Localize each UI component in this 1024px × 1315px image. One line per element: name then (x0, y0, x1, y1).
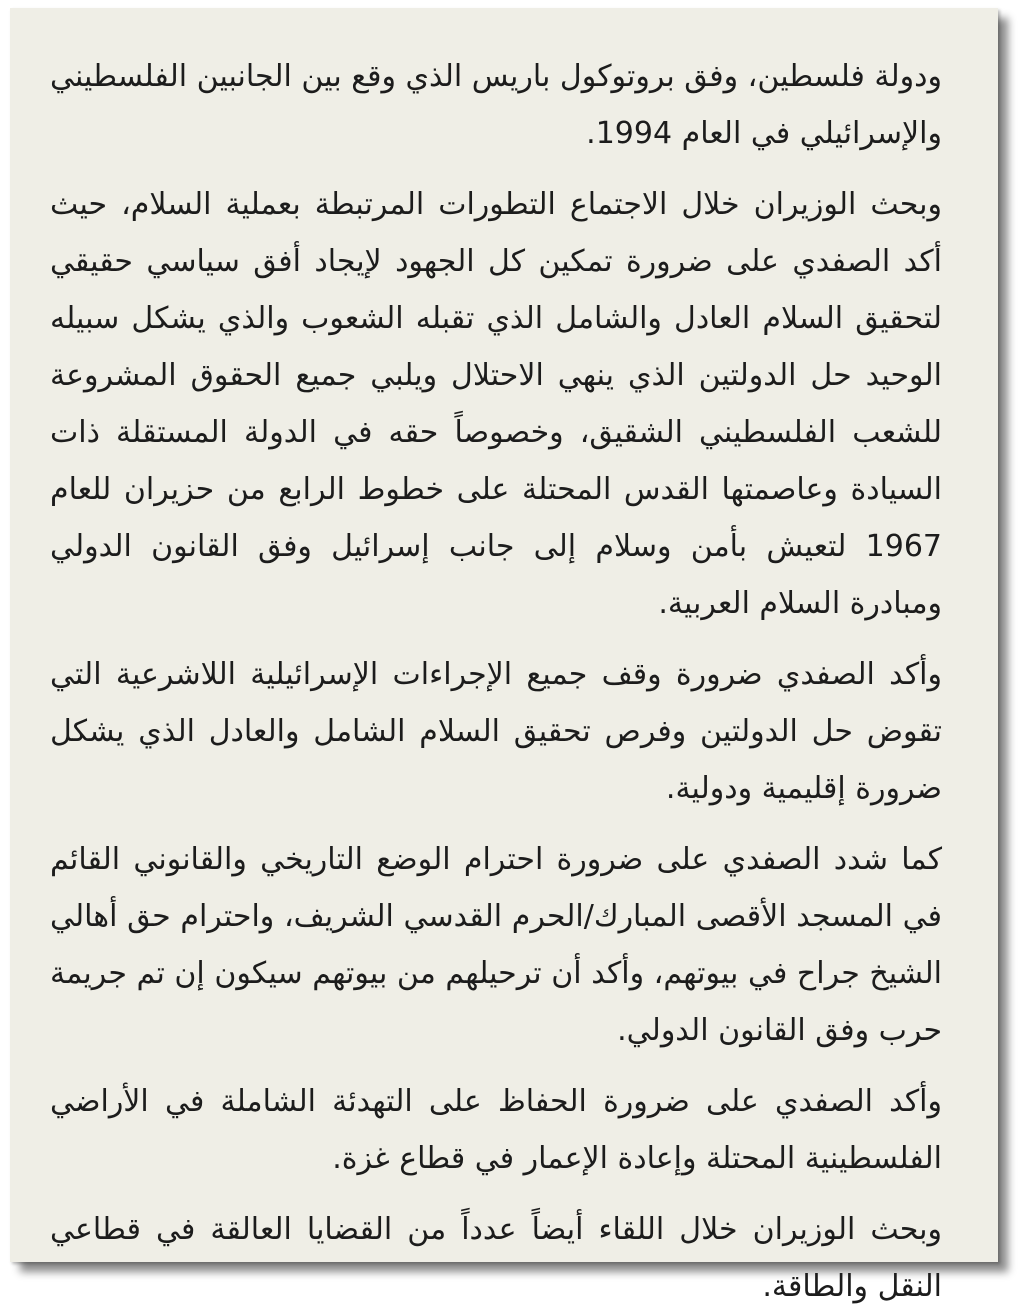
article-body (50, 48, 942, 1315)
paragraph-4: كما شدد الصفدي على ضرورة احترام الوضع التاريخي والقانوني القائم في المسجد الأقصى المبارك/الحرم القدسي الشريف، واحترام حق أهالي الشيخ جراح في بيوتهم، وأكد أن ترحيلهم من بيوتهم سيكون إن تم جريمة حرب وفق القانون الدولي. (50, 842, 942, 1048)
paragraph-6: وبحث الوزيران خلال اللقاء أيضاً عدداً من القضايا العالقة في قطاعي النقل والطاقة. (50, 1212, 942, 1304)
document-page (10, 8, 998, 1304)
paragraph-2: وبحث الوزيران خلال الاجتماع التطورات المرتبطة بعملية السلام، حيث أكد الصفدي على ضرورة تمكين كل الجهود لإيجاد أفق سياسي حقيقي لتحقيق السلام العادل والشامل الذي تقبله الشعوب والذي يشكل سبيله الوحيد حل الدولتين الذي ينهي الاحتلال ويلبي جميع الحقوق المشروعة للشعب الفلسطيني الشقيق، وخصوصاً حقه في الدولة المستقلة ذات السيادة وعاصمتها القدس المحتلة على خطوط الرابع من حزيران للعام 1967 لتعيش بأمن وسلام إلى جانب إسرائيل وفق القانون الدولي ومبادرة السلام العربية. (50, 187, 942, 621)
paragraph-5: وأكد الصفدي على ضرورة الحفاظ على التهدئة الشاملة في الأراضي الفلسطينية المحتلة وإعادة الإعمار في قطاع غزة. (50, 1084, 942, 1176)
paragraph-3: وأكد الصفدي ضرورة وقف جميع الإجراءات الإسرائيلية اللاشرعية التي تقوض حل الدولتين وفرص تحقيق السلام الشامل والعادل الذي يشكل ضرورة إقليمية ودولية. (50, 657, 942, 806)
paragraph-1: ودولة فلسطين، وفق بروتوكول باريس الذي وقع بين الجانبين الفلسطيني والإسرائيلي في العام 1994. (50, 59, 942, 151)
